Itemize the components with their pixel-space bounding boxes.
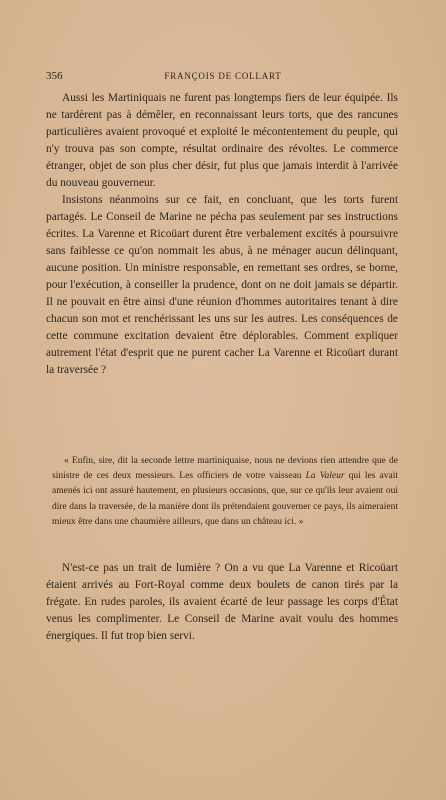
paragraph-1: Aussi les Martiniquais ne furent pas longtemps fiers de leur équipée. Ils ne tardèrent pas à démêler, en reconnaissant leurs torts, que des rancunes particulières avaient provoqué et exploité le mécontentement du peuple, qui n'y trouva pas son compte, résultat ordinaire des révoltes. Le commerce étranger, objet de son plus cher désir, fut plus que jamais interdit à l'arrivée du nouveau gouverneur. [46, 92, 398, 189]
paragraph-3: N'est-ce pas un trait de lumière ? On a vu que La Varenne et Ricoüart étaient arrivés au Fort-Royal comme deux boulets de canon tirés par la frégate. En rudes paroles, ils avaient écarté de leur passage les corps d'État venus les complimenter. Le Conseil de Marine avait voulu des hommes énergiques. Il fut trop bien servi. [46, 562, 398, 642]
block-quote [52, 454, 398, 530]
quote-paragraph [52, 454, 398, 530]
page-header [46, 70, 400, 86]
running-head: FRANÇOIS DE COLLART [164, 71, 282, 81]
ship-name: La Valeur [305, 471, 345, 482]
closing-text [46, 560, 398, 645]
page-number: 356 [46, 70, 63, 82]
quote-text-2: qui les avait amenés ici ont assuré hautement, en plusieurs occasions, que, sur ce qu'ils leur avaient oui dire dans la traversée, de la manière dont ils prétendaient gouverner ce pays, ils aimeraient mieux être dans une chaumière ailleurs, que dans un château ici. » [52, 471, 399, 527]
quote-text-1: « Enfin, sire, dit la seconde lettre martiniquaise, nous ne devions rien attendre que de sinistre de ces deux messieurs. Les officiers de votre vaisseau [52, 456, 398, 482]
main-text [46, 90, 398, 379]
paragraph-2: Insistons néanmoins sur ce fait, en concluant, que les torts furent partagés. Le Conseil de Marine ne pécha pas seulement par ses instructions écrites. La Varenne et Ricoüart durent être verbalement excités à poursuivre sans faiblesse ce qu'on nommait les abus, à ne ménager aucun délinquant, aucune position. Un ministre responsable, en remettant ses ordres, se borne, pour l'exécution, à conseiller la prudence, dont on ne doit jamais se départir. Il ne pouvait en être ainsi d'une réunion d'hommes autoritaires tenant à dire chacun son mot et renchérissant les uns sur les autres. Les conséquences de cette commune excitation devaient être déplorables. Comment expliquer autrement l'état d'esprit que ne purent cacher La Varenne et Ricoüart durant la traversée ? [46, 194, 398, 376]
